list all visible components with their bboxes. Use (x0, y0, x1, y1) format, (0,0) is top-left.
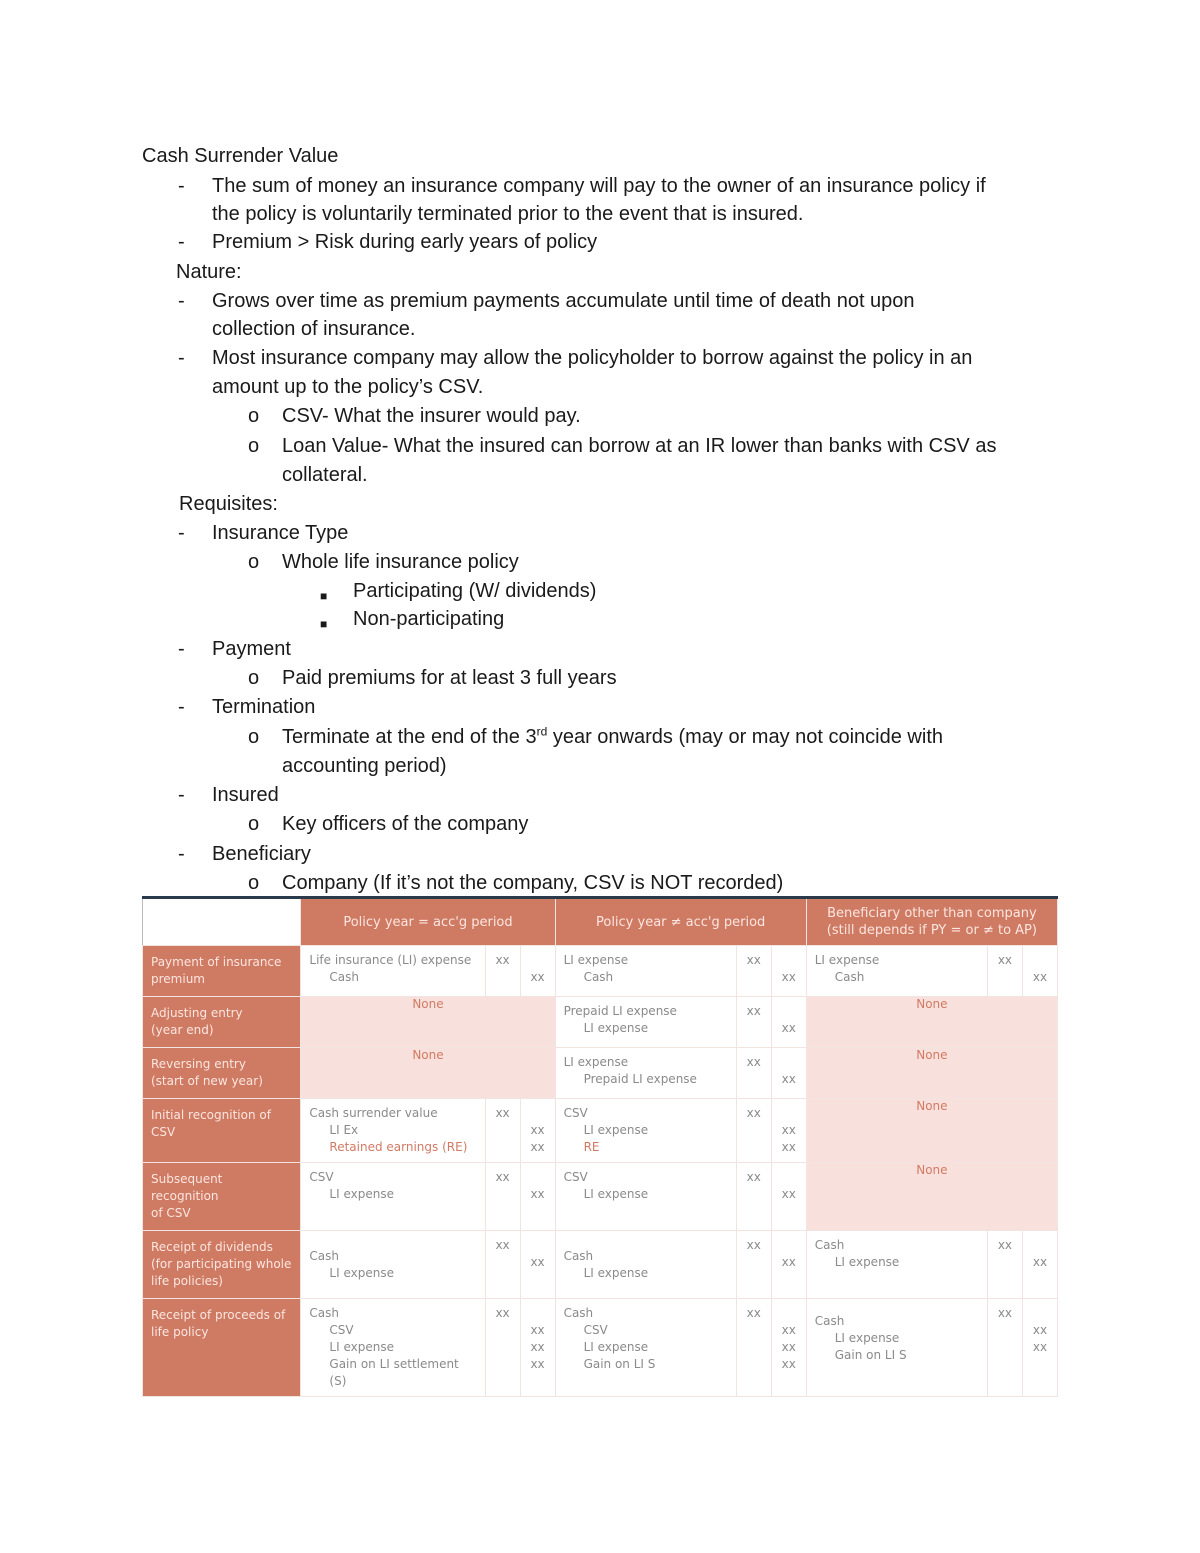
credit-account: Gain on LI settlement (S) (329, 1357, 459, 1388)
entry-accounts (301, 1163, 485, 1231)
debit-cell (736, 1163, 771, 1231)
amount: xx (1032, 1255, 1048, 1269)
row-label: premium (151, 972, 205, 986)
amount: xx (746, 1306, 761, 1320)
entry-accounts (806, 1299, 987, 1397)
dash-bullet: - (178, 696, 185, 718)
credit-cell (771, 1048, 806, 1099)
amount: xx (997, 1306, 1013, 1320)
page-title: Cash Surrender Value (142, 145, 339, 167)
amount: xx (781, 1072, 796, 1086)
header-py-equal: Policy year = acc'g period (301, 898, 555, 946)
amount: xx (530, 1187, 545, 1201)
req-insured: Insured (212, 784, 279, 806)
debit-account: Cash (814, 1238, 845, 1252)
definition-line-2: the policy is voluntarily terminated prior to the event that is insured. (212, 203, 804, 225)
credit-account: LI expense (583, 1021, 649, 1035)
amount: xx (1032, 1340, 1048, 1354)
none-cell: None (301, 1048, 555, 1099)
req-non-participating: Non-participating (353, 608, 505, 630)
entry-accounts (301, 1099, 485, 1163)
debit-account: LI expense (563, 1055, 629, 1069)
amount: xx (530, 1340, 545, 1354)
credit-cell (771, 946, 806, 997)
requisites-heading: Requisites: (179, 493, 278, 515)
nature-line-1: Grows over time as premium payments accumulate until time of death not upon (212, 290, 915, 312)
dash-bullet: - (178, 843, 185, 865)
row-label: Subsequent recognition (151, 1172, 223, 1203)
header-beneficiary-line-2: (still depends if PY = or ≠ to AP) (826, 923, 1037, 938)
debit-account: CSV (309, 1170, 334, 1184)
row-label: life policy (151, 1325, 209, 1339)
table-row (143, 1163, 1058, 1231)
amount: xx (781, 1323, 796, 1337)
row-label: Receipt of proceeds of (151, 1308, 286, 1322)
credit-cell (520, 1099, 555, 1163)
debit-account: Cash (563, 1306, 594, 1320)
amount: xx (781, 1123, 796, 1137)
debit-account: Cash (563, 1248, 594, 1263)
debit-account: Cash surrender value (309, 1106, 438, 1120)
credit-account: Prepaid LI expense (583, 1072, 697, 1086)
table-corner (143, 898, 301, 946)
row-header-subsequent (143, 1163, 301, 1231)
nature-sub-2: Loan Value- What the insured can borrow at an IR lower than banks with CSV as (282, 435, 997, 457)
row-label: of CSV (151, 1206, 191, 1220)
debit-account: Life insurance (LI) expense (309, 953, 472, 967)
nature-line-3: Most insurance company may allow the policyholder to borrow against the policy in an (212, 347, 973, 369)
credit-account: Gain on LI S (834, 1348, 907, 1362)
amount: xx (781, 1357, 796, 1371)
nature-line-4: amount up to the policy’s CSV. (212, 376, 484, 398)
table-row (143, 946, 1058, 997)
row-label: life policies) (151, 1274, 223, 1288)
credit-cell (771, 997, 806, 1048)
debit-cell (987, 946, 1022, 997)
amount: xx (746, 1055, 761, 1069)
debit-cell (736, 1231, 771, 1299)
amount: xx (1032, 970, 1048, 984)
amount: xx (781, 1255, 796, 1269)
entry-accounts (301, 946, 485, 997)
debit-cell (736, 1048, 771, 1099)
amount: xx (781, 1140, 796, 1154)
amount: xx (530, 1323, 545, 1337)
entry-accounts (301, 1299, 485, 1397)
definition-line-3: Premium > Risk during early years of policy (212, 231, 598, 253)
row-label: Receipt of dividends (151, 1240, 273, 1254)
debit-cell (485, 1231, 520, 1299)
req-payment: Payment (212, 638, 291, 660)
none-cell: None (806, 1163, 1057, 1231)
credit-account: Cash (834, 970, 865, 984)
debit-cell (736, 997, 771, 1048)
credit-cell (520, 1299, 555, 1397)
none-cell: None (806, 1048, 1057, 1099)
header-beneficiary-line-1: Beneficiary other than company (827, 906, 1037, 921)
header-beneficiary-other (806, 898, 1057, 946)
credit-account: LI expense (329, 1187, 394, 1201)
amount: xx (746, 1004, 761, 1018)
credit-account: LI expense (329, 1340, 394, 1354)
credit-cell (771, 1299, 806, 1397)
table-row (143, 997, 1058, 1048)
row-header-initial (143, 1099, 301, 1163)
termination-superscript: rd (536, 724, 548, 739)
credit-account: LI expense (583, 1123, 649, 1137)
debit-cell (485, 1299, 520, 1397)
row-label: Initial recognition of CSV (151, 1108, 271, 1139)
credit-account: RE (583, 1140, 600, 1154)
circle-bullet: o (248, 435, 260, 457)
entry-accounts (555, 1299, 736, 1397)
entry-accounts (555, 1099, 736, 1163)
circle-bullet: o (248, 405, 260, 427)
req-participating: Participating (W/ dividends) (353, 580, 597, 602)
row-header-payment (143, 946, 301, 997)
table-row (143, 1099, 1058, 1163)
dash-bullet: - (178, 784, 185, 806)
debit-cell (987, 1299, 1022, 1397)
none-cell: None (301, 997, 555, 1048)
debit-account: Cash (309, 1248, 339, 1263)
termination-text-a: Terminate at the end of the 3 (282, 726, 537, 748)
amount: xx (495, 1170, 510, 1184)
credit-cell (520, 1163, 555, 1231)
amount: xx (746, 1238, 761, 1252)
amount: xx (495, 1106, 510, 1120)
amount: xx (781, 1187, 796, 1201)
credit-cell (1022, 1299, 1057, 1397)
req-termination: Termination (212, 696, 316, 718)
amount: xx (997, 953, 1013, 967)
credit-cell (771, 1163, 806, 1231)
amount: xx (781, 1021, 796, 1035)
dash-bullet: - (178, 347, 185, 369)
amount: xx (530, 1140, 545, 1154)
row-label: (for participating whole (151, 1257, 292, 1271)
dash-bullet: - (178, 175, 185, 197)
debit-account: CSV (563, 1106, 588, 1120)
credit-account: Retained earnings (RE) (329, 1140, 468, 1154)
debit-cell (736, 1299, 771, 1397)
termination-text-b: year onwards (may or may not coincide with (547, 726, 943, 748)
req-insured-detail: Key officers of the company (282, 813, 529, 835)
credit-account: LI expense (329, 1265, 394, 1280)
row-label: Reversing entry (151, 1057, 246, 1071)
credit-account: LI Ex (329, 1123, 359, 1137)
amount: xx (495, 953, 510, 967)
table-row (143, 1299, 1058, 1397)
credit-account: CSV (329, 1323, 354, 1337)
credit-account: LI expense (583, 1265, 649, 1280)
definition-line-1: The sum of money an insurance company will pay to the owner of an insurance policy if (212, 175, 986, 197)
credit-cell (520, 1231, 555, 1299)
credit-account: Cash (583, 970, 614, 984)
amount: xx (746, 1106, 761, 1120)
req-beneficiary-detail: Company (If it’s not the company, CSV is NOT recorded) (282, 872, 784, 894)
debit-cell (987, 1231, 1022, 1299)
nature-sub-1: CSV- What the insurer would pay. (282, 405, 581, 427)
row-header-dividends (143, 1231, 301, 1299)
circle-bullet: o (248, 667, 260, 689)
row-header-adjusting (143, 997, 301, 1048)
entry-accounts (806, 946, 987, 997)
entry-accounts (555, 946, 736, 997)
entry-accounts (555, 1163, 736, 1231)
header-py-not-equal: Policy year ≠ acc'g period (555, 898, 806, 946)
debit-cell (736, 1099, 771, 1163)
credit-account: Cash (329, 970, 359, 984)
credit-cell (771, 1231, 806, 1299)
req-termination-detail-2: accounting period) (282, 755, 447, 777)
none-cell: None (806, 997, 1057, 1048)
debit-account: Prepaid LI expense (563, 1004, 677, 1018)
req-payment-detail: Paid premiums for at least 3 full years (282, 667, 617, 689)
debit-cell (485, 1099, 520, 1163)
dash-bullet: - (178, 522, 185, 544)
amount: xx (1032, 1323, 1048, 1337)
debit-account: CSV (563, 1170, 588, 1184)
circle-bullet: o (248, 551, 260, 573)
nature-sub-3: collateral. (282, 464, 368, 486)
journal-entries-table (142, 896, 1058, 1397)
entry-accounts (301, 1231, 485, 1299)
table-row (143, 1231, 1058, 1299)
amount: xx (530, 1255, 545, 1269)
amount: xx (530, 1123, 545, 1137)
square-bullet: ■ (320, 617, 328, 631)
none-cell: None (806, 1099, 1057, 1163)
debit-cell (485, 1163, 520, 1231)
amount: xx (997, 1238, 1013, 1252)
entry-accounts (555, 1231, 736, 1299)
debit-account: Cash (814, 1314, 845, 1328)
circle-bullet: o (248, 813, 260, 835)
credit-account: CSV (583, 1323, 608, 1337)
row-label: (year end) (151, 1023, 214, 1037)
credit-cell (1022, 946, 1057, 997)
amount: xx (530, 970, 545, 984)
entry-accounts (555, 997, 736, 1048)
square-bullet: ■ (320, 589, 328, 603)
credit-account: LI expense (834, 1255, 900, 1269)
debit-cell (485, 946, 520, 997)
credit-account: Gain on LI S (583, 1357, 656, 1371)
amount: xx (495, 1238, 510, 1252)
amount: xx (530, 1357, 545, 1371)
table-row (143, 1048, 1058, 1099)
credit-account: LI expense (834, 1331, 900, 1345)
credit-cell (771, 1099, 806, 1163)
dash-bullet: - (178, 638, 185, 660)
entry-accounts (555, 1048, 736, 1099)
nature-line-2: collection of insurance. (212, 318, 416, 340)
row-label: Adjusting entry (151, 1006, 243, 1020)
debit-account: LI expense (814, 953, 880, 967)
dash-bullet: - (178, 290, 185, 312)
circle-bullet: o (248, 726, 260, 748)
credit-cell (520, 946, 555, 997)
row-header-reversing (143, 1048, 301, 1099)
credit-account: LI expense (583, 1340, 649, 1354)
debit-account: Cash (309, 1306, 339, 1320)
amount: xx (746, 1170, 761, 1184)
req-whole-life: Whole life insurance policy (282, 551, 519, 573)
entry-accounts (806, 1231, 987, 1299)
amount: xx (781, 1340, 796, 1354)
row-label: (start of new year) (151, 1074, 263, 1088)
debit-cell (736, 946, 771, 997)
nature-heading: Nature: (176, 261, 242, 283)
amount: xx (746, 953, 761, 967)
amount: xx (781, 970, 796, 984)
dash-bullet: - (178, 231, 185, 253)
credit-account: LI expense (583, 1187, 649, 1201)
circle-bullet: o (248, 872, 260, 894)
req-termination-detail (282, 723, 943, 752)
req-insurance-type: Insurance Type (212, 522, 349, 544)
req-beneficiary: Beneficiary (212, 843, 311, 865)
debit-account: LI expense (563, 953, 629, 967)
amount: xx (495, 1306, 510, 1320)
row-header-proceeds (143, 1299, 301, 1397)
credit-cell (1022, 1231, 1057, 1299)
row-label: Payment of insurance (151, 955, 282, 969)
